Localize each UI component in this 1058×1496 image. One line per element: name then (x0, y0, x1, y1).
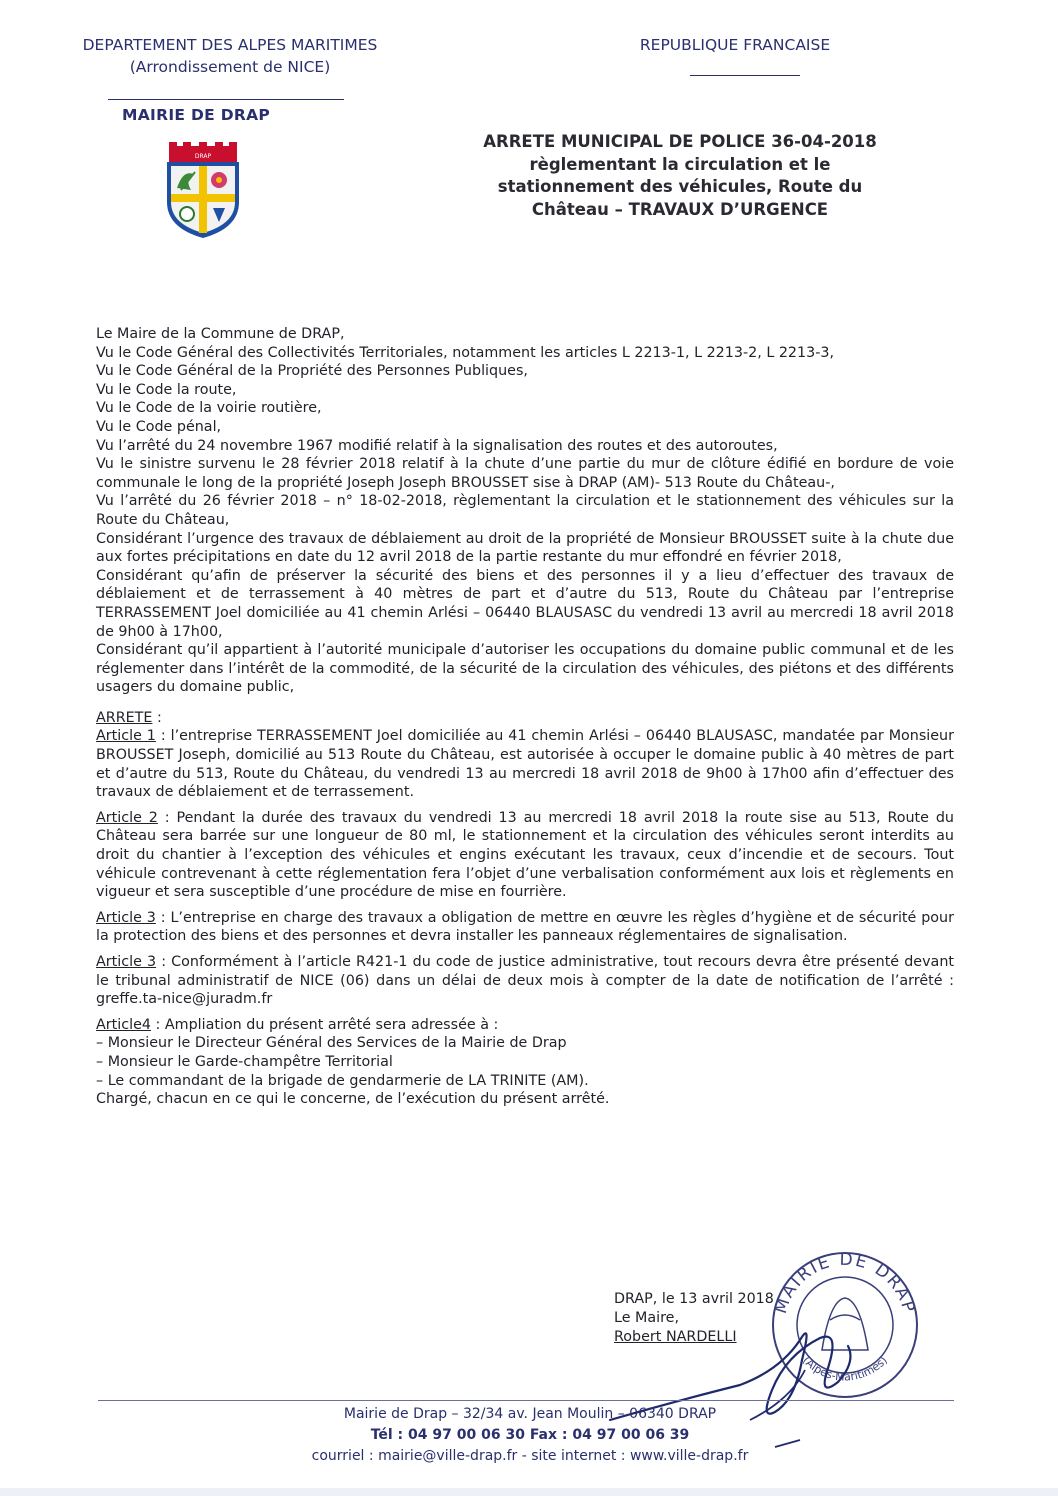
preamble-line: Vu l’arrêté du 24 novembre 1967 modifié relatif à la signalisation des routes et des autoroutes, (96, 437, 778, 454)
article-4 (96, 1016, 954, 1035)
preamble-line: Vu le Code la route, (96, 381, 237, 398)
arrete-suffix: : (152, 709, 162, 726)
stamp-bottom-text: (Alpes-Maritimes) (800, 1353, 890, 1384)
place-date: DRAP, le 13 avril 2018 (614, 1291, 774, 1307)
scan-edge (0, 1488, 1058, 1496)
decree-title-line: ARRETE MUNICIPAL DE POLICE 36-04-2018 (483, 132, 877, 151)
arrete-heading (96, 709, 954, 728)
preamble-line: Vu le Code Général des Collectivités Territoriales, notamment les articles L 2213-1, L 2213-2, L 2213-3, (96, 344, 835, 361)
preamble-line: Vu le sinistre survenu le 28 février 2018 relatif à la chute d’une partie du mur de clôture édifié en bordure de voie communale le long de la propriété Joseph Joseph BROUSSET sise à DRAP (AM)- 513 Route du Château-, (96, 456, 954, 491)
decree-title (470, 131, 890, 221)
recipient-item: – Le commandant de la brigade de gendarmerie de LA TRINITE (AM). (96, 1072, 589, 1089)
footer-address: Mairie de Drap – 32/34 av. Jean Moulin – 06340 DRAP (343, 1406, 717, 1422)
department-header (40, 34, 420, 78)
preamble-line: Vu le Code pénal, (96, 418, 222, 435)
article-text: : Conformément à l’article R421-1 du code de justice administrative, tout recours devra être présenté devant le tribunal administratif de NICE (06) dans un délai de deux mois à compter de la date de notification de l’arrêté : greffe.ta-nice@juradm.fr (96, 954, 954, 1008)
preamble-line: Vu le Code Général de la Propriété des Personnes Publiques, (96, 363, 528, 380)
footer-divider (98, 1400, 954, 1401)
article-label: Article 3 (96, 909, 156, 926)
crest-label: DRAP (194, 153, 212, 160)
recipient-item: – Monsieur le Garde-champêtre Territorial (96, 1053, 393, 1070)
department-name: DEPARTEMENT DES ALPES MARITIMES (82, 36, 378, 54)
preamble-line: Vu le Code de la voirie routière, (96, 400, 322, 417)
recipient-item: – Monsieur le Directeur Général des Services de la Mairie de Drap (96, 1035, 567, 1052)
footer (220, 1404, 840, 1467)
preamble-line: Considérant qu’afin de préserver la sécurité des biens et des personnes il y a lieu d’effectuer des travaux de déblaiement et de terrassement à 40 mètres de part et d’autre du 513, Route du Château par l’entreprise TERRASSEMENT Joel domiciliée au 41 chemin Arlési – 06440 BLAUSASC du vendredi 13 avril au mercredi 18 avril 2018 de 9h00 à 17h00, (96, 567, 954, 640)
republic-name: REPUBLIQUE FRANCAISE (639, 36, 831, 54)
article-3b (96, 953, 954, 1009)
preamble-line: Considérant qu’il appartient à l’autorité municipale d’autoriser les occupations du domaine public communal et de les réglementer dans l’intérêt de la commodité, de la sécurité de la circulation des véhicules, des piétons et des différents usagers du domaine public, (96, 642, 954, 696)
signatory-role: Le Maire, (614, 1310, 680, 1326)
article-label: Article 3 (96, 954, 157, 970)
closing-line: Chargé, chacun en ce qui le concerne, de l’exécution du présent arrêté. (96, 1091, 610, 1108)
article-label: Article4 (96, 1016, 151, 1033)
header-divider-right (690, 75, 800, 76)
preamble-line: Vu l’arrêté du 26 février 2018 – n° 18-02-2018, règlementant la circulation et le stationnement des véhicules sur la Route du Château, (96, 493, 954, 528)
arrondissement: (Arrondissement de NICE) (129, 58, 331, 76)
preamble-line: Le Maire de la Commune de DRAP, (96, 326, 345, 342)
article-text: : Ampliation du présent arrêté sera adressée à : (150, 1016, 499, 1033)
article-text: : l’entreprise TERRASSEMENT Joel domiciliée au 41 chemin Arlési – 06440 BLAUSASC, mandatée par Monsieur BROUSSET Joseph, domicilié au 513 Route du Château, est autorisée à occuper le domaine public à 40 mètres de part et d’autre du 513, Route du Château, du vendredi 13 au mercredi 18 avril 2018 de 9h00 à 17h00 afin d’effectuer des travaux de déblaiement et de terrassement. (96, 728, 954, 801)
decree-body (96, 325, 954, 1109)
footer-contact: courriel : mairie@ville-drap.fr - site internet : www.ville-drap.fr (311, 1448, 749, 1464)
article-2 (96, 809, 954, 902)
header-divider-left (108, 99, 344, 100)
preamble-line: Considérant l’urgence des travaux de déblaiement au droit de la propriété de Monsieur BROUSSET suite à la chute due aux fortes précipitations en date du 12 avril 2018 de la partie restante du mur effondré en février 2018, (96, 530, 954, 566)
article-1 (96, 727, 954, 801)
decree-title-line: règlementant la circulation et le (529, 154, 831, 174)
arrete-label: ARRETE (96, 709, 153, 726)
article-label: Article 2 (96, 809, 158, 826)
article-label: Article 1 (96, 728, 156, 745)
stamp-top-text: MAIRIE DE DRAP (771, 1249, 919, 1317)
decree-title-line: stationnement des véhicules, Route du (497, 177, 863, 196)
signatory-name-text: Robert NARDELLI (614, 1329, 737, 1345)
decree-title-line: Château – TRAVAUX D’URGENCE (531, 199, 829, 219)
mairie-title: MAIRIE DE DRAP (122, 106, 271, 124)
article-text: : Pendant la durée des travaux du vendredi 13 au mercredi 18 avril 2018 la route sise au 513, Route du Château sera barrée sur une longueur de 80 ml, le stationnement et la circulation des véhicules seront interdits au droit du chantier à l’exception des véhicules et engins exécutant les travaux, ceux d’incendie et de secours. Tout véhicule contrevenant à cette réglementation fera l’objet d’une verbalisation conformément aux lois et règlements en vigueur et sera susceptible d’une procédure de mise en fourrière. (96, 809, 954, 901)
footer-phone: Tél : 04 97 00 06 30 Fax : 04 97 00 06 39 (370, 1427, 690, 1443)
coat-of-arms-icon (163, 140, 243, 240)
article-text: : L’entreprise en charge des travaux a obligation de mettre en œuvre les règles d’hygiène et de sécurité pour la protection des biens et des personnes et devra installer les panneaux réglementaires de signalisation. (96, 909, 954, 945)
article-3a (96, 909, 954, 946)
republic-header (600, 34, 870, 56)
